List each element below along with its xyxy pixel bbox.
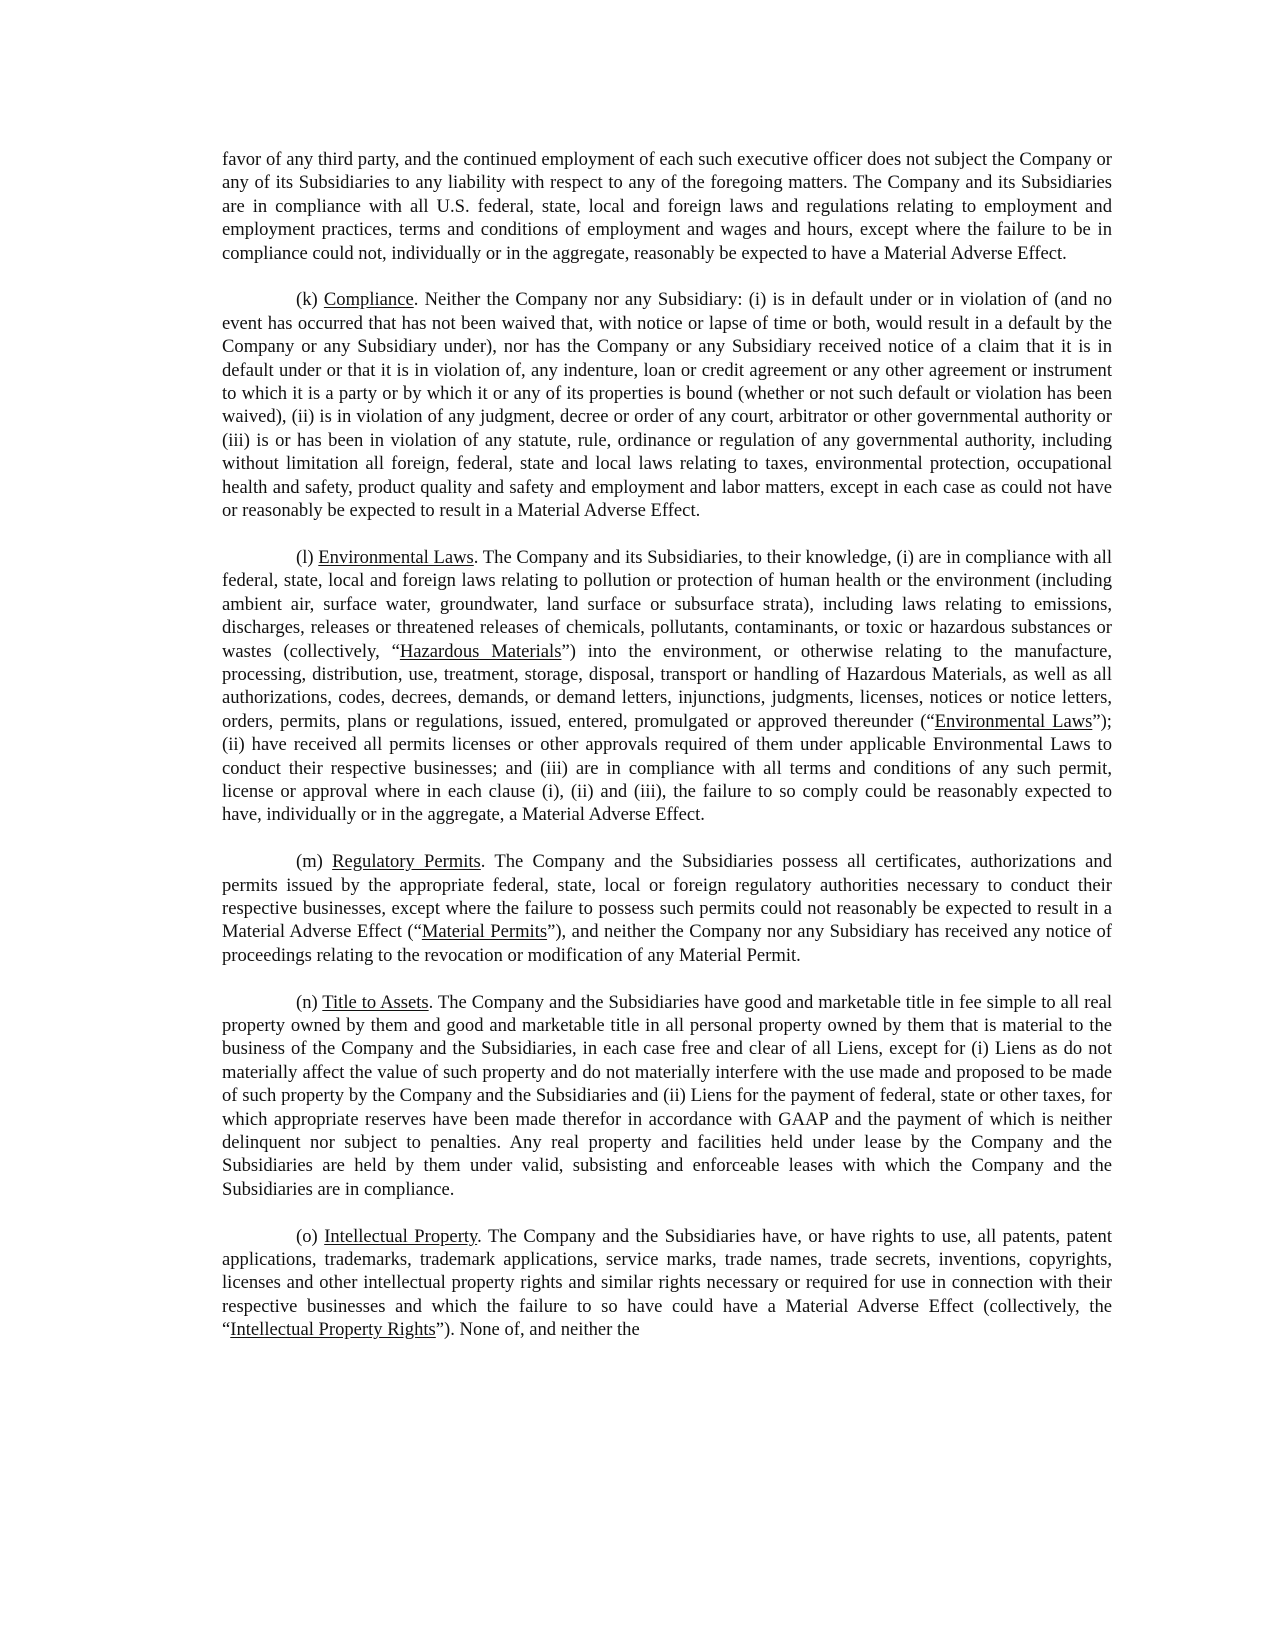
paragraph-j-continuation [222,148,1112,265]
section-label: (m) [296,851,323,873]
paragraph-text: ”); (ii) have received all permits licenses or other approvals required of them under applicable Environmental Laws to conduct their respective businesses; and (iii) are in compliance with all terms and conditions of any such permit, license or approval where in each clause (i), (ii) and (iii), the failure to so comply could be reasonably expected to have, individually or in the aggregate, a Material Adverse Effect. [222,710,1112,826]
paragraph-text: The Company and the Subsidiaries have good and marketable title in fee simple to all real property owned by them and good and marketable title in all personal property owned by them that is material to the business of the Company and the Subsidiaries, in each case free and clear of all Liens, except for (i) Liens as do not materially affect the value of such property and do not materially interfere with the use made and proposed to be made of such property by the Company and the Subsidiaries and (ii) Liens for the payment of federal, state or other taxes, for which appropriate reserves have been made therefor in accordance with GAAP and the payment of which is neither delinquent nor subject to penalties. Any real property and facilities held under lease by the Company and the Subsidiaries are held by them under valid, subsisting and enforceable leases with which the Company and the Subsidiaries are in compliance. [222,991,1113,1200]
document-page [222,148,1112,1365]
section-label: (o) [296,1225,318,1247]
section-heading: Compliance [323,289,414,311]
paragraph-text: The Company and its Subsidiaries, to their knowledge, (i) are in compliance with all federal, state, local and foreign laws relating to pollution or protection of human health or the environment (including ambient air, surface water, groundwater, land surface or subsurface strata), including laws relating to emissions, discharges, releases or threatened releases of chemicals, pollutants, contaminants, or toxic or hazardous substances or wastes (collectively, “ [222,546,1112,662]
paragraph-k-compliance: (k) Compliance. Neither the Company nor any Subsidiary: (i) is in default under or in violation of (and no event has occurred that has not been waived that, with notice or lapse of time or both, would result in a default by the Company or any Subsidiary under), nor has the Company or any Subsidiary received notice of a claim that it is in default under or that it is in violation of, any indenture, loan or credit agreement or any other agreement or instrument to which it is a party or by which it or any of its properties is bound (whether or not such default or violation has been waived), (ii) is in violation of any judgment, decree or order of any court, arbitrator or other governmental authority or (iii) is or has been in violation of any statute, rule, ordinance or regulation of any governmental authority, including without limitation all foreign, federal, state and local laws relating to taxes, environmental protection, occupational health and safety, product quality and safety and employment and labor matters, except in each case as could not have or reasonably be expected to result in a Material Adverse Effect. [222,289,1113,522]
section-heading: Intellectual Property [324,1225,478,1247]
section-label: (k) [296,289,318,311]
defined-term: Environmental Laws [934,710,1093,732]
section-heading: Title to Assets [322,991,429,1013]
paragraph-o-intellectual-property: (o) Intellectual Property. The Company and the Subsidiaries have, or have rights to use, all patents, patent applications, trademarks, trademark applications, service marks, trade names, trade secrets, inventions, copyrights, licenses and other intellectual property rights and similar rights necessary or required for use in connection with their respective businesses and which the failure to so have could have a Material Adverse Effect (collectively, the “Intellectual Property Rights”). None of, and neither the [222,1225,1112,1341]
paragraph-text: The Company and the Subsidiaries have, or have rights to use, all patents, patent applications, trademarks, trademark applications, service marks, trade names, trade secrets, inventions, copyrights, licenses and other intellectual property rights and similar rights necessary or required for use in connection with their respective businesses and which the failure to so have could have a Material Adverse Effect (collectively, the “ [222,1225,1112,1341]
paragraph-text: The Company and the Subsidiaries possess all certificates, authorizations and permits issued by the appropriate federal, state, local or foreign regulatory authorities necessary to conduct their respective businesses, except where the failure to possess such permits could not reasonably be expected to result in a Material Adverse Effect (“ [222,851,1112,943]
paragraph-n-title-to-assets: (n) Title to Assets. The Company and the Subsidiaries have good and marketable title in fee simple to all real property owned by them and good and marketable title in all personal property owned by them that is material to the business of the Company and the Subsidiaries, in each case free and clear of all Liens, except for (i) Liens as do not materially affect the value of such property and do not materially interfere with the use made and proposed to be made of such property by the Company and the Subsidiaries and (ii) Liens for the payment of federal, state or other taxes, for which appropriate reserves have been made therefor in accordance with GAAP and the payment of which is neither delinquent nor subject to penalties. Any real property and facilities held under lease by the Company and the Subsidiaries are held by them under valid, subsisting and enforceable leases with which the Company and the Subsidiaries are in compliance. [222,991,1113,1200]
defined-term: Material Permits [421,921,548,943]
section-heading: Environmental Laws [318,546,474,568]
paragraph-text: ”) into the environment, or otherwise relating to the manufacture, processing, distribution, use, treatment, storage, disposal, transport or handling of Hazardous Materials, as well as all authorizations, codes, decrees, demands, or demand letters, injunctions, judgments, licenses, notices or notice letters, orders, permits, plans or regulations, issued, entered, promulgated or approved thereunder (“ [222,640,1112,732]
paragraph-text: ”). None of, and neither the [435,1319,640,1341]
section-label: (n) [296,991,318,1013]
paragraph-text: favor of any third party, and the continued employment of each such executive officer does not subject the Company or any of its Subsidiaries to any liability with respect to any of the foregoing matters. The Company and its Subsidiaries are in compliance with all U.S. federal, state, local and foreign laws and regulations relating to employment and employment practices, terms and conditions of employment and wages and hours, except where the failure to be in compliance could not, individually or in the aggregate, reasonably be expected to have a Material Adverse Effect. [222,149,1112,264]
paragraph-l-environmental-laws: (l) Environmental Laws. The Company and its Subsidiaries, to their knowledge, (i) are in compliance with all federal, state, local and foreign laws relating to pollution or protection of human health or the environment (including ambient air, surface water, groundwater, land surface or subsurface strata), including laws relating to emissions, discharges, releases or threatened releases of chemicals, pollutants, contaminants, or toxic or hazardous substances or wastes (collectively, “Hazardous Materials”) into the environment, or otherwise relating to the manufacture, processing, distribution, use, treatment, storage, disposal, transport or handling of Hazardous Materials, as well as all authorizations, codes, decrees, demands, or demand letters, injunctions, judgments, licenses, notices or notice letters, orders, permits, plans or regulations, issued, entered, promulgated or approved thereunder (“Environmental Laws”); (ii) have received all permits licenses or other approvals required of them under applicable Environmental Laws to conduct their respective businesses; and (iii) are in compliance with all terms and conditions of any such permit, license or approval where in each clause (i), (ii) and (iii), the failure to so comply could be reasonably expected to have, individually or in the aggregate, a Material Adverse Effect. [222,546,1112,826]
defined-term: Intellectual Property Rights [230,1319,436,1341]
paragraph-text: Neither the Company nor any Subsidiary: (i) is in default under or in violation of (and no event has occurred that has not been waived that, with notice or lapse of time or both, would result in a default by the Company or any Subsidiary under), nor has the Company or any Subsidiary received notice of a claim that it is in default under or that it is in violation of, any indenture, loan or credit agreement or any other agreement or instrument to which it is a party or by which it or any of its properties is bound (whether or not such default or violation has been waived), (ii) is in violation of any judgment, decree or order of any court, arbitrator or other governmental authority or (iii) is or has been in violation of any statute, rule, ordinance or regulation of any governmental authority, including without limitation all foreign, federal, state and local laws relating to taxes, environmental protection, occupational health and safety, product quality and safety and employment and labor matters, except in each case as could not have or reasonably be expected to result in a Material Adverse Effect. [222,289,1113,522]
section-heading: Regulatory Permits [332,851,481,873]
defined-term: Hazardous Materials [399,640,562,662]
paragraph-m-regulatory-permits: (m) Regulatory Permits. The Company and the Subsidiaries possess all certificates, authorizations and permits issued by the appropriate federal, state, local or foreign regulatory authorities necessary to conduct their respective businesses, except where the failure to possess such permits could not reasonably be expected to result in a Material Adverse Effect (“Material Permits”), and neither the Company nor any Subsidiary has received any notice of proceedings relating to the revocation or modification of any Material Permit. [222,851,1112,966]
section-label: (l) [296,546,314,568]
paragraph-text: ”), and neither the Company nor any Subsidiary has received any notice of proceedings relating to the revocation or modification of any Material Permit. [222,921,1112,966]
